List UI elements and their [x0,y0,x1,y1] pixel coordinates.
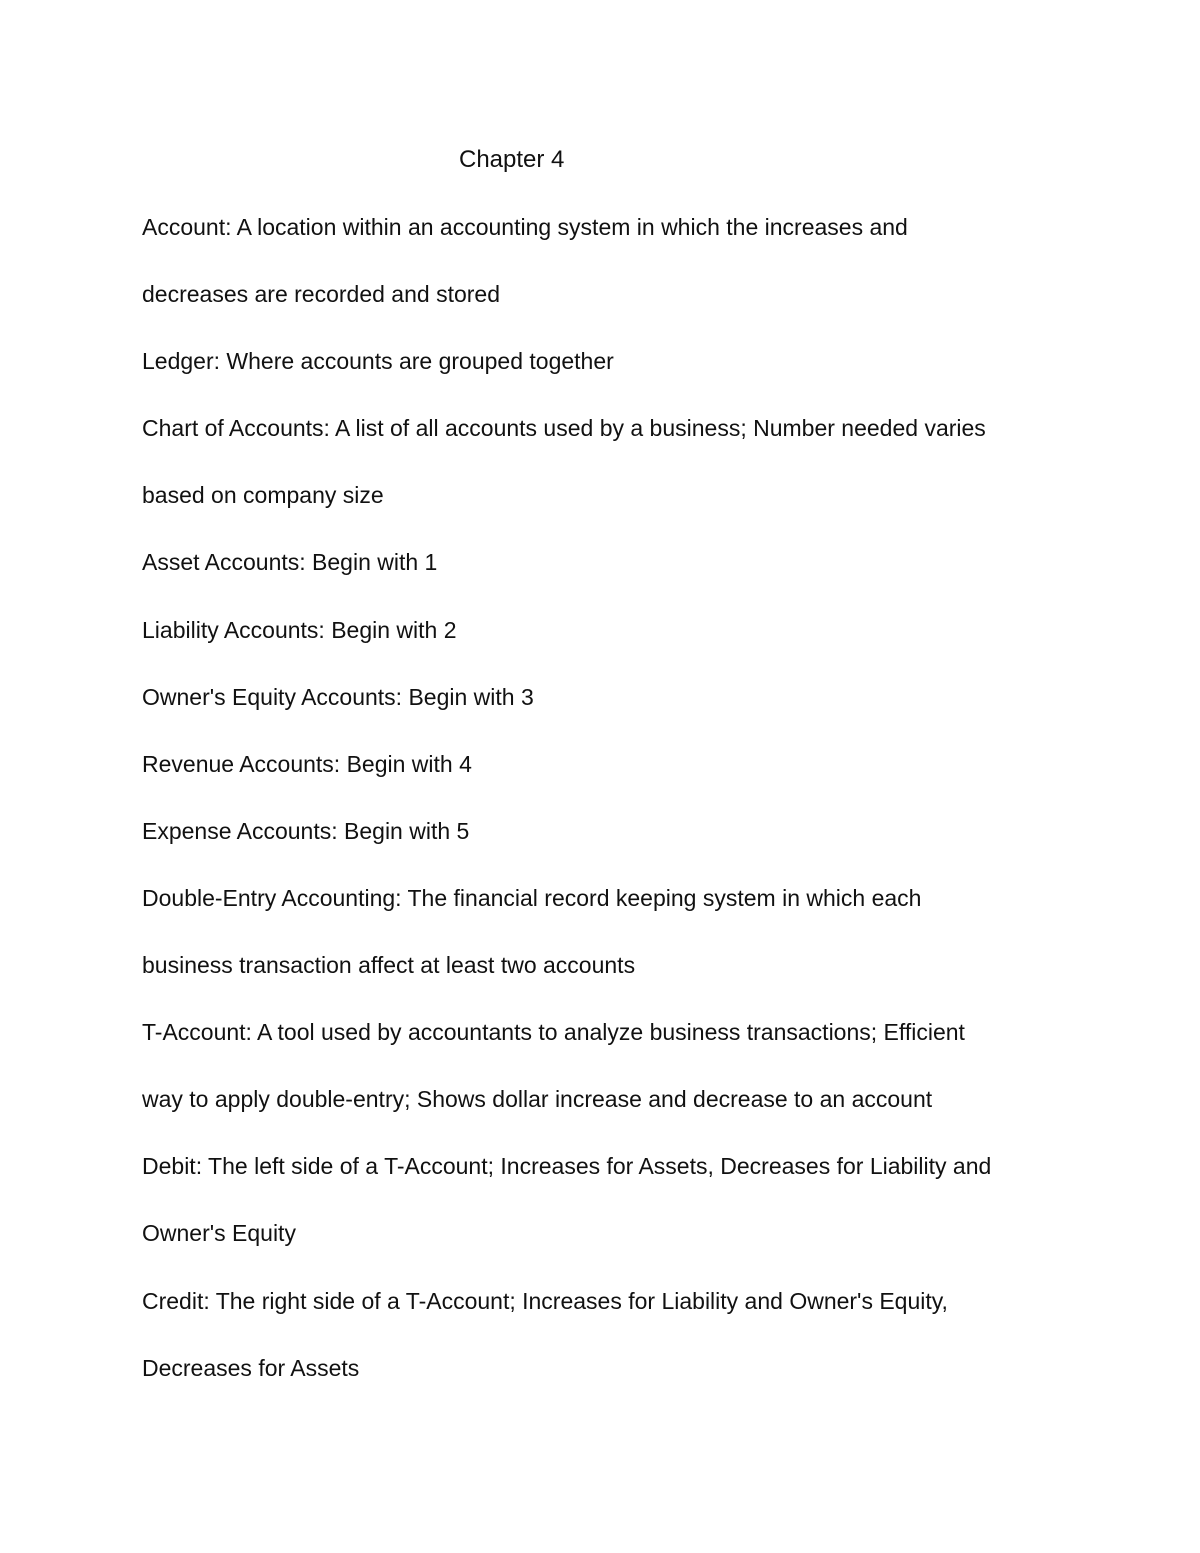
text-line: Decreases for Assets [142,1354,360,1381]
text-line: based on company size [142,482,384,509]
page-title: Chapter 4 [459,146,565,173]
text-line: Account: A location within an accounting system in which the increases and [142,214,908,240]
text-line: Asset Accounts: Begin with 1 [142,549,438,576]
document-body [142,211,1082,1419]
text-line: Revenue Accounts: Begin with 4 [142,750,472,777]
text-line: decreases are recorded and stored [142,281,500,308]
text-line: Double-Entry Accounting: The financial record keeping system in which each [142,884,922,911]
text-line: Ledger: Where accounts are grouped together [142,348,614,375]
text-line: Liability Accounts: Begin with 2 [142,616,457,643]
text-line: Credit: The right side of a T-Account; Increases for Liability and Owner's Equity, [142,1287,948,1314]
text-line: T-Account: A tool used by accountants to analyze business transactions; Efficient [142,1019,965,1046]
text-line: Owner's Equity Accounts: Begin with 3 [142,683,534,710]
text-line: Chart of Accounts: A list of all accounts used by a business; Number needed varies [142,415,986,442]
text-line: Expense Accounts: Begin with 5 [142,817,470,844]
text-line: Owner's Equity [142,1220,296,1247]
text-line: business transaction affect at least two accounts [142,952,636,979]
text-line: Debit: The left side of a T-Account; Increases for Assets, Decreases for Liability and [142,1153,992,1180]
text-line: way to apply double-entry; Shows dollar increase and decrease to an account [142,1086,933,1113]
